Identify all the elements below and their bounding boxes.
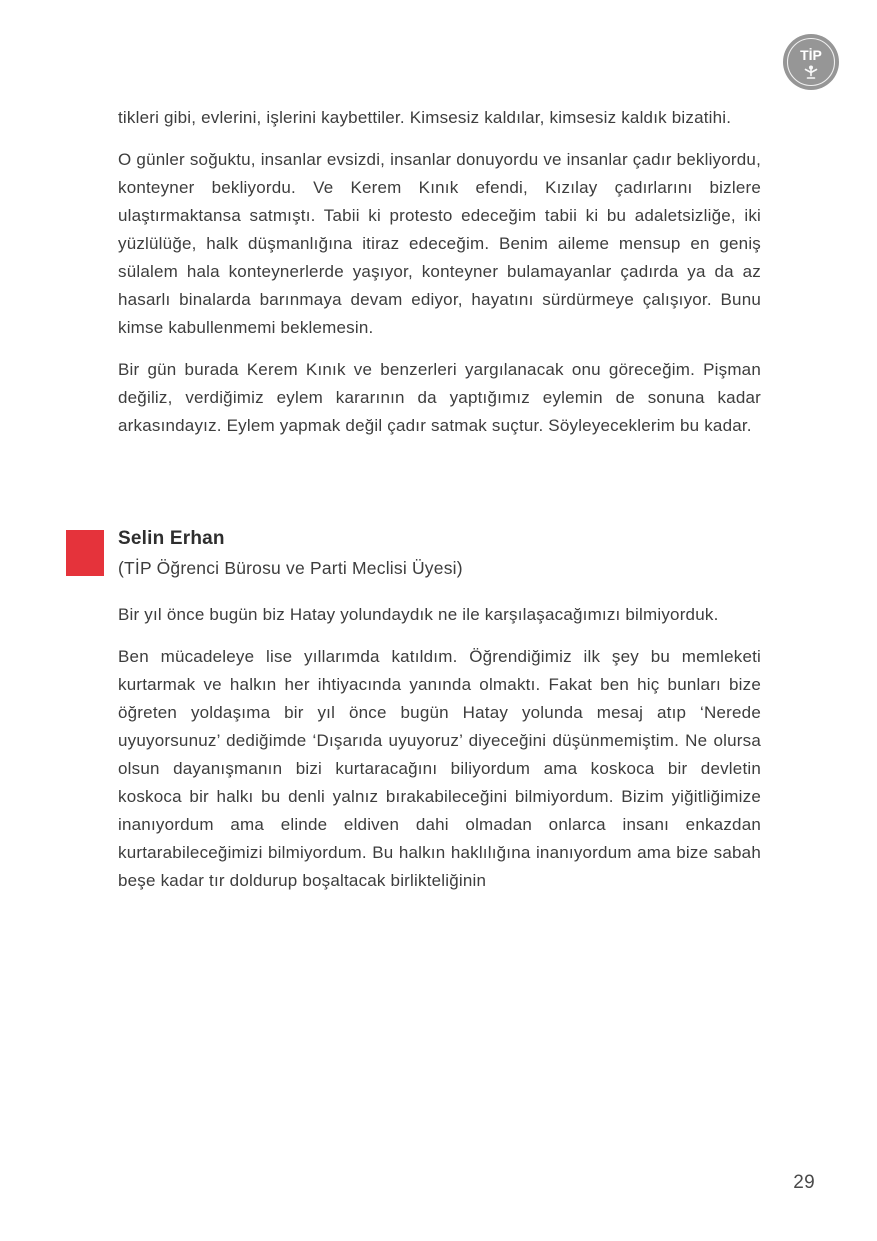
tip-logo-text: TİP — [800, 47, 822, 63]
paragraph: O günler soğuktu, insanlar evsizdi, insanlar donuyordu ve insanlar çadır bekliyordu, konteyner bekliyordu. Ve Kerem Kınık efendi, Kızılay çadırlarını bizlere ulaştırmaktansa satmıştı. Tabii ki protesto edeceğim tabii ki bu adaletsizliğe, iki yüzlülüğe, halk düşmanlığına itiraz edeceğim. Benim aileme mensup en geniş sülalem hala konteynerlerde yaşıyor, konteyner bulamayanlar çadırda ya da az hasarlı binalarda barınmaya devam ediyor, hayatını sürdürmeye çalışıyor. Bunu kimse kabullenmemi beklemesin. — [118, 150, 761, 337]
page-content — [118, 104, 761, 909]
tip-logo-icon — [782, 33, 840, 91]
speaker-name: Selin Erhan — [118, 528, 225, 549]
page-number: 29 — [793, 1172, 815, 1193]
paragraph: tikleri gibi, evlerini, işlerini kaybettiler. Kimsesiz kaldılar, kimsesiz kaldık bizatihi. — [118, 108, 732, 127]
paragraph: Ben mücadeleye lise yıllarımda katıldım. Öğrendiğimiz ilk şey bu memleketi kurtarmak ve halkın her ihtiyacında yanında olmaktı. Fakat ben hiç bunları bize öğreten yoldaşıma bir yıl önce bugün Hatay yolunda mesaj atıp ‘Nerede uyuyorsunuz’ dediğimde ‘Dışarıda uyuyoruz’ diyeceğini düşünmemiştim. Ne olursa olsun dayanışmanın bizi kurtaracağını biliyordum ama koskoca bir devletin koskoca bir halkı bu denli yalnız bırakabileceğini bilmiyordum. Bizim yiğitliğimize inanıyordum ama elinde eldiven dahi olmadan onlarca insanı enkazdan kurtarabileceğimizi bilmiyordum. Bu halkın haklılığına inanıyordum ama bize sabah beşe kadar tır doldurup boşaltacak birlikteliğinin — [118, 647, 761, 890]
tip-logo — [782, 33, 840, 91]
section-accent-square — [66, 530, 104, 576]
paragraph: Bir gün burada Kerem Kınık ve benzerleri yargılanacak onu göreceğim. Pişman değiliz, verdiğimiz eylem kararının da yaptığımız eylemin de sonuna kadar arkasındayız. Eylem yapmak değil çadır satmak suçtur. Söyleyeceklerim bu kadar. — [118, 360, 761, 435]
speaker-role: (TİP Öğrenci Bürosu ve Parti Meclisi Üyesi) — [118, 558, 463, 578]
speaker-section — [118, 526, 761, 581]
paragraph: Bir yıl önce bugün biz Hatay yolundaydık ne ile karşılaşacağımızı bilmiyorduk. — [118, 605, 719, 624]
